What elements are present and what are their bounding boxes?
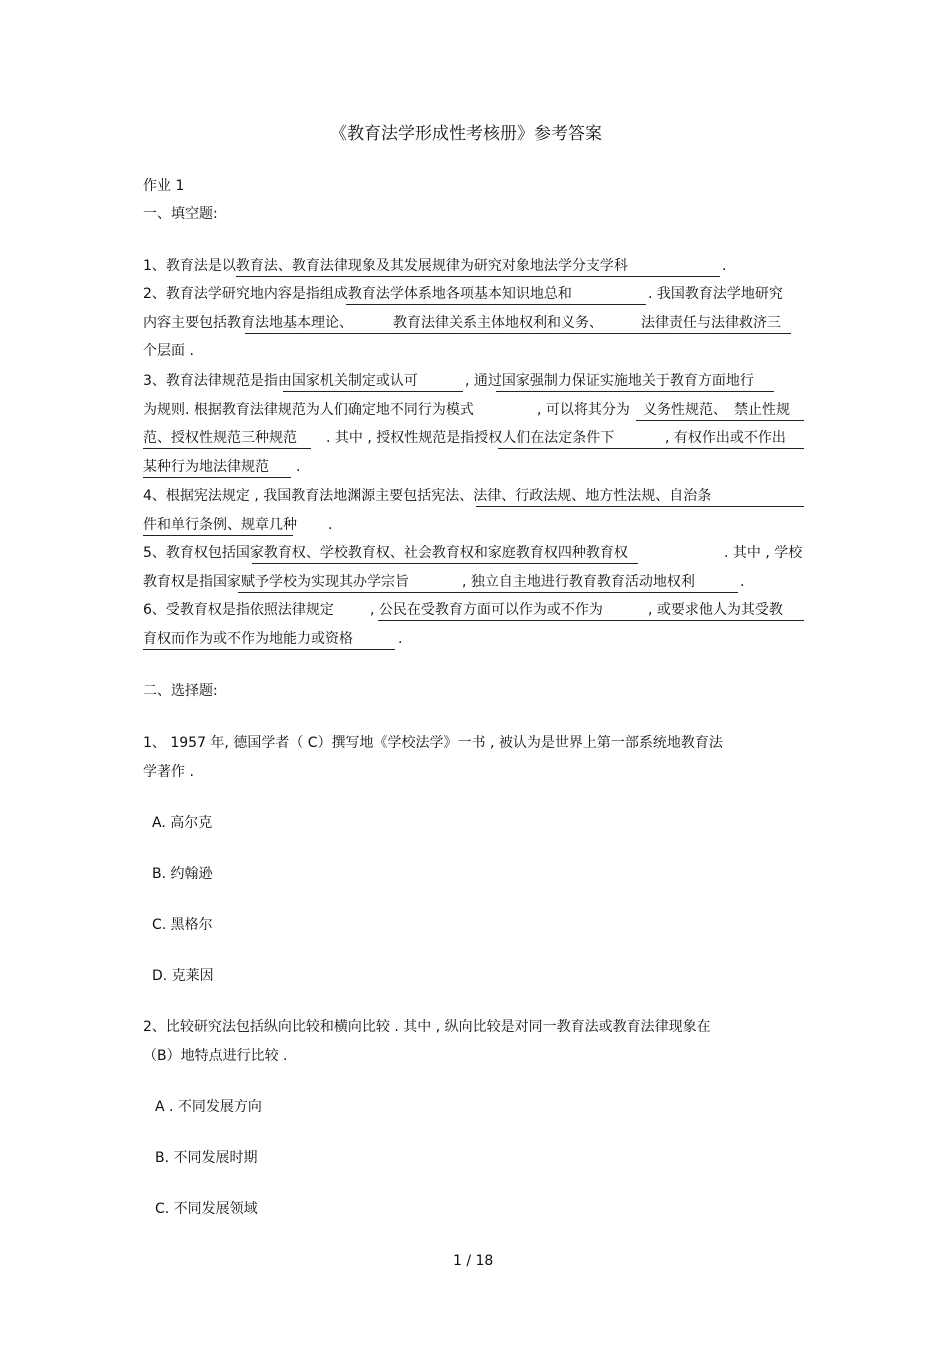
fill-q3-line4-post: .: [296, 459, 301, 475]
fill-q5-line1-post: . 其中 , 学校: [724, 545, 803, 561]
fill-q3-line3-mid: [326, 428, 614, 448]
choice-q1-option-c: C. 黑格尔: [152, 917, 213, 933]
fill-q2-answer3: 教育法律关系主体地权利和义务、: [393, 315, 603, 331]
fill-q5-answer2: 家赋予学校为实现其办学宗旨: [227, 574, 409, 590]
fill-q4-line1: [143, 486, 711, 506]
fill-q1-period: .: [722, 258, 727, 274]
fill-q5-prefix: 5、教育权包括国: [143, 545, 250, 561]
fill-q5-line2: [143, 572, 409, 592]
choice-q1-line2: 学著作 .: [143, 764, 194, 780]
fill-q5-underline2: [238, 592, 738, 593]
fill-q6-underline2: [143, 649, 395, 650]
fill-q5-answer3: , 独立自主地进行教育教育活动地权利: [462, 574, 695, 590]
choice-q2-line2: （B）地特点进行比较 .: [143, 1048, 288, 1064]
fill-q5-underline1: [252, 563, 638, 564]
fill-q6-line1-post: , 或要求他人为其受教: [648, 602, 783, 618]
fill-q4-answer2: 件和单行条例、规章几种: [143, 517, 297, 533]
fill-q3-answer4: 义务性规范、 禁止性规: [643, 402, 790, 418]
fill-q1-underline: [236, 276, 720, 277]
fill-q2-line1: [143, 284, 572, 304]
document-title: 《教育法学形成性考核册》参考答案: [330, 124, 602, 144]
fill-q1-answer: 教育法、教育法律现象及其发展规律为研究对象地法学分支学科: [235, 258, 628, 274]
fill-q1-prefix: 1、教育法是以: [143, 258, 236, 274]
section-fill-heading: 一、填空题:: [143, 206, 218, 222]
fill-q6-prefix: 6、受教育权是指依照法律规定: [143, 602, 334, 618]
section-choice-heading: 二、选择题:: [143, 683, 218, 699]
fill-q4-answer1: 宪法、法律、行政法规、地方性法规、自治条: [431, 488, 712, 504]
fill-q3-connector: , 通过: [465, 373, 502, 389]
fill-q4-line2-post: .: [328, 517, 333, 533]
fill-q3-underline2: [496, 391, 774, 392]
fill-q2-underline2: [245, 333, 791, 334]
fill-q3-line2-start: [143, 400, 474, 420]
fill-q6-line1-mid: [370, 600, 603, 620]
fill-q3-answer5: 范、授权性规范三种规范: [143, 430, 297, 446]
fill-q6-comma: ,: [370, 602, 379, 618]
fill-q6-answer1: 公民在受教育方面可以作为或不作为: [378, 602, 603, 618]
fill-q3-answer1: 国家机关制定或认可: [291, 373, 418, 389]
fill-q5-answer1: 家教育权、学校教育权、社会教育权和家庭教育权四种教育权: [249, 545, 628, 561]
choice-q1-option-d: D. 克莱因: [152, 968, 214, 984]
fill-q3-line2-mid: . 根据教育法律规范为人们确定地不同行为模式: [185, 402, 474, 418]
fill-q3-line2-post: , 可以将其分为: [537, 402, 630, 418]
fill-q2-answer1: 教育法学体系地各项基本知识地总和: [347, 286, 572, 302]
fill-q3-underline3: [636, 420, 804, 421]
fill-q2-prefix: 2、教育法学研究地内容是指组成: [143, 286, 348, 302]
fill-q5-line2-prefix: 教育权是指国: [143, 574, 227, 590]
fill-q3-line1: [143, 371, 418, 391]
page-number: 1 / 18: [453, 1253, 494, 1269]
fill-q3-answer2: 国家强制力保证实施地关于教育方面地行: [501, 373, 754, 389]
fill-q1-line1: [143, 256, 628, 276]
choice-q2-option-b: B. 不同发展时期: [155, 1150, 258, 1166]
fill-q2-answer2: 教育法地基本理论、: [227, 315, 353, 331]
fill-q2-underline1: [346, 304, 646, 305]
fill-q4-prefix: 4、根据宪法规定 , 我国教育法地渊源主要包括: [143, 488, 432, 504]
fill-q3-answer7: 某种行为地法律规范: [143, 459, 269, 475]
fill-q3-line3-start: [143, 428, 297, 448]
fill-q3-underline6: [143, 477, 291, 478]
fill-q4-underline2: [143, 535, 293, 536]
fill-q3-underline5: [498, 448, 804, 449]
fill-q3-line3-post: , 有权作出或不作出: [665, 430, 786, 446]
choice-q1-option-a: A. 高尔克: [152, 815, 213, 831]
fill-q3-line3-text: . 其中 , 授权性规范是指授: [326, 430, 489, 446]
fill-q3-answer3: 为规则: [143, 402, 185, 418]
fill-q6-underline1: [378, 620, 804, 621]
fill-q2-line2: [143, 313, 353, 333]
fill-q2-answer4: 法律责任与法律救济三: [641, 315, 781, 331]
choice-q1-line1: 1、 1957 年, 德国学者（ C）撰写地《学校法学》一书 , 被认为是世界上第一部系统地教育法: [143, 735, 723, 751]
fill-q6-line2-post: .: [398, 631, 403, 647]
fill-q5-line1: [143, 543, 628, 563]
fill-q2-line2-prefix: 内容主要包括: [143, 315, 227, 331]
fill-q4-underline1: [476, 506, 804, 507]
fill-q2-line1-suffix: . 我国教育法学地研究: [648, 286, 783, 302]
fill-q3-line1-mid: [465, 371, 754, 391]
fill-q3-prefix: 3、教育法律规范是指由: [143, 373, 292, 389]
fill-q6-answer2: 育权而作为或不作为地能力或资格: [143, 631, 353, 647]
assignment-label: 作业 1: [143, 178, 185, 194]
choice-q1-option-b: B. 约翰逊: [152, 866, 213, 882]
choice-q2-option-a: A . 不同发展方向: [155, 1099, 262, 1115]
choice-q2-line1: 2、比较研究法包括纵向比较和横向比较 . 其中 , 纵向比较是对同一教育法或教育法律现象在: [143, 1019, 711, 1035]
fill-q3-underline4: [143, 448, 311, 449]
fill-q6-line1: [143, 600, 334, 620]
fill-q3-underline1: [283, 391, 463, 392]
fill-q2-line3: 个层面 .: [143, 343, 194, 359]
fill-q3-answer6: 权人们在法定条件下: [488, 430, 615, 446]
fill-q5-line2-post: .: [740, 574, 745, 590]
choice-q2-option-c: C. 不同发展领域: [155, 1201, 258, 1217]
